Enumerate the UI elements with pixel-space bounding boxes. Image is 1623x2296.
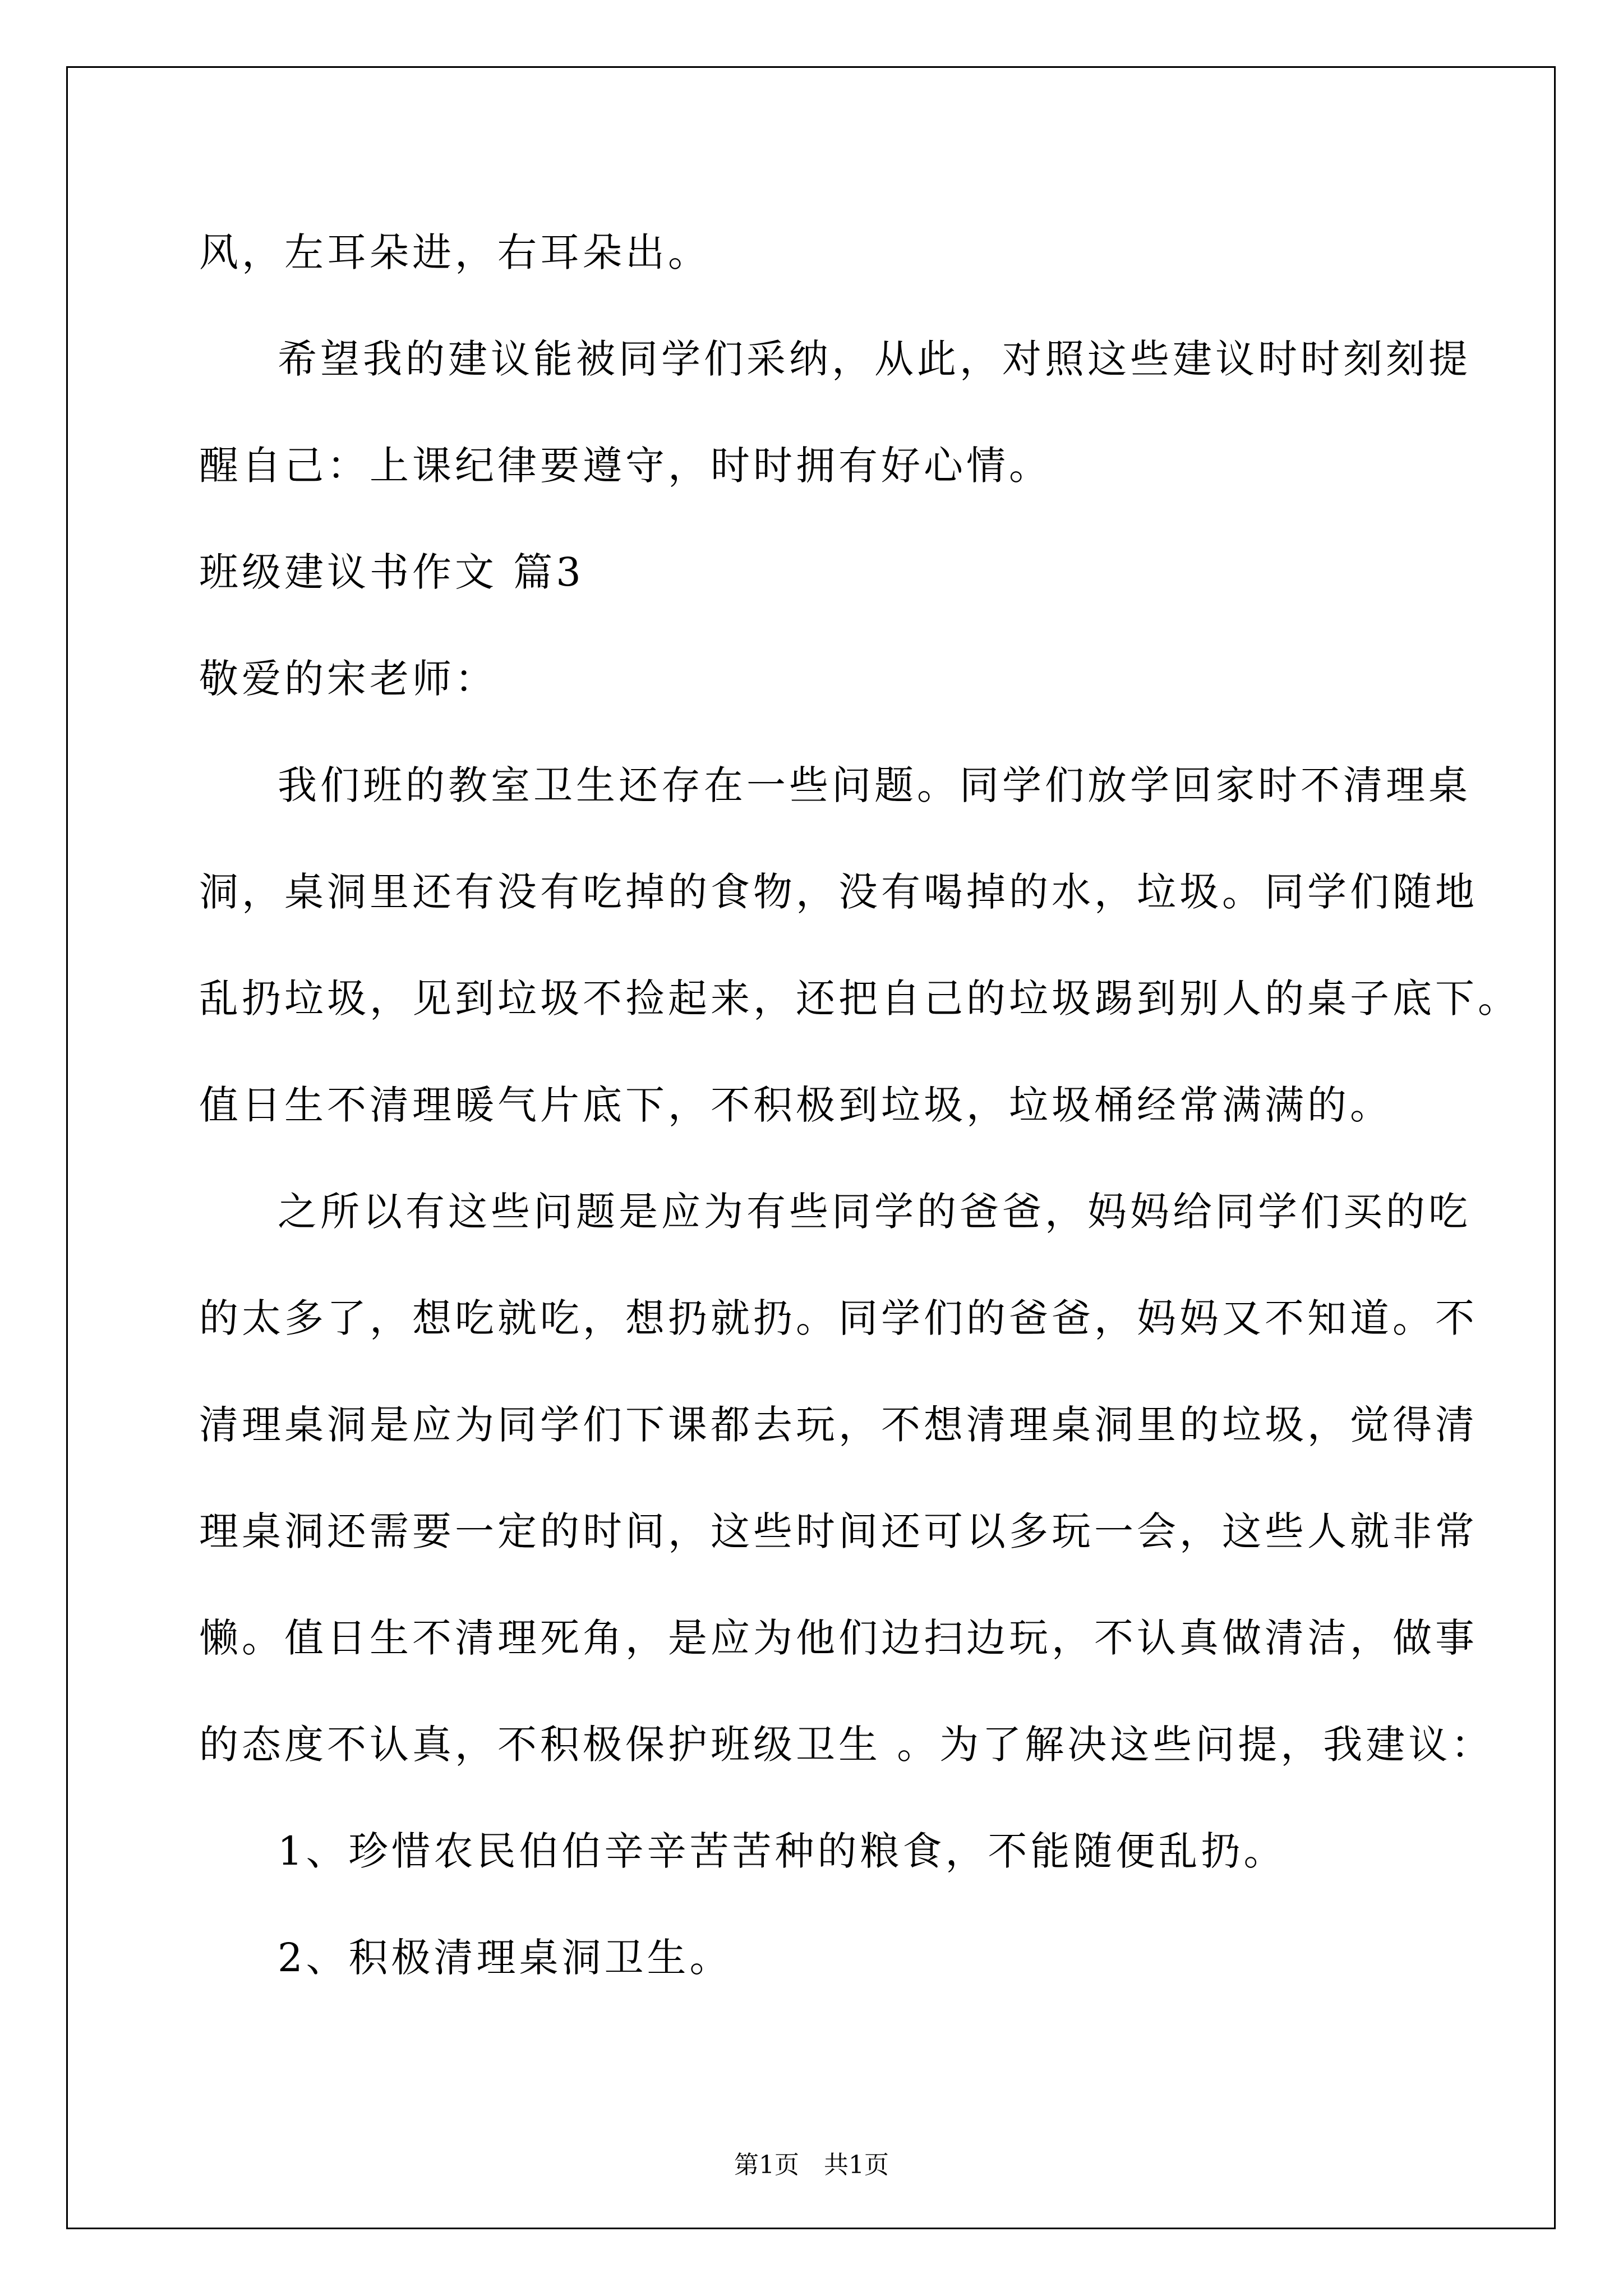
list-item: 2、积极清理桌洞卫生。 [278, 1935, 732, 1981]
page-footer: 第1页 共1页 [734, 2151, 889, 2179]
page-border [66, 66, 1556, 2229]
text-line: 值日生不清理暖气片底下，不积极到垃圾，垃圾桶经常满满的。 [199, 1082, 1393, 1128]
text-line: 清理桌洞是应为同学们下课都去玩，不想清理桌洞里的垃圾，觉得清 [199, 1402, 1478, 1448]
text-line: 风，左耳朵进，右耳朵出。 [199, 229, 711, 275]
text-line: 的态度不认真，不积极保护班级卫生 。为了解决这些问提，我建议： [199, 1722, 1494, 1768]
text-line: 我们班的教室卫生还存在一些问题。同学们放学回家时不清理桌 [278, 762, 1471, 808]
text-line: 理桌洞还需要一定的时间，这些时间还可以多玩一会，这些人就非常 [199, 1508, 1478, 1554]
salutation: 敬爱的宋老师： [199, 656, 497, 702]
text-line: 懒。值日生不清理死角，是应为他们边扫边玩，不认真做清洁，做事 [199, 1615, 1478, 1661]
section-heading: 班级建议书作文 篇3 [199, 549, 584, 595]
text-line: 希望我的建议能被同学们采纳，从此，对照这些建议时时刻刻提 [278, 336, 1471, 382]
list-item: 1、珍惜农民伯伯辛辛苦苦种的粮食，不能随便乱扔。 [278, 1828, 1287, 1874]
text-line: 洞，桌洞里还有没有吃掉的食物，没有喝掉的水，垃圾。同学们随地 [199, 869, 1478, 915]
text-line: 乱扔垃圾，见到垃圾不捡起来，还把自己的垃圾踢到别人的桌子底下。 [199, 976, 1520, 1022]
text-line: 的太多了，想吃就吃，想扔就扔。同学们的爸爸，妈妈又不知道。不 [199, 1295, 1478, 1341]
text-line: 醒自己：上课纪律要遵守，时时拥有好心情。 [199, 443, 1052, 489]
text-line: 之所以有这些问题是应为有些同学的爸爸，妈妈给同学们买的吃 [278, 1189, 1471, 1235]
